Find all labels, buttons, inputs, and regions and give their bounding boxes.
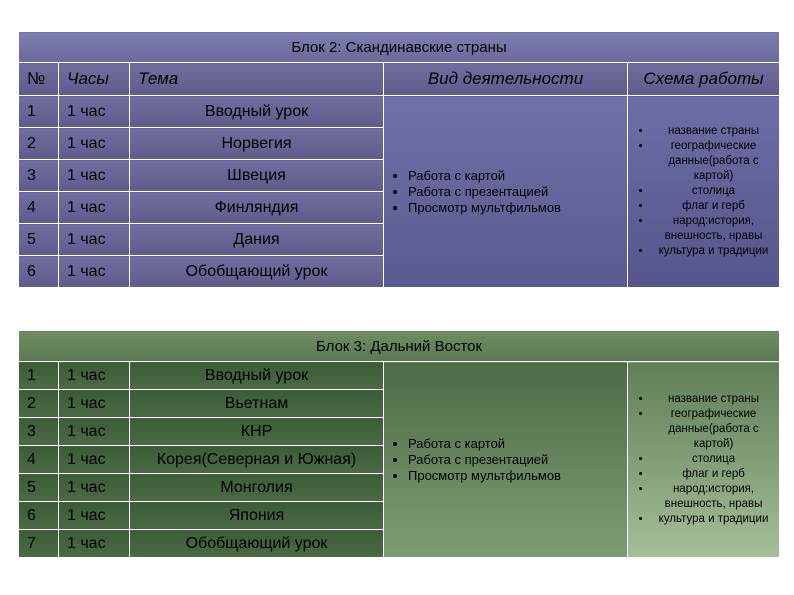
row-hours: 1 час xyxy=(59,502,130,530)
list-item: • столица xyxy=(652,452,775,467)
row-num: 5 xyxy=(19,474,59,502)
row-num: 6 xyxy=(19,502,59,530)
row-num: 1 xyxy=(19,96,59,128)
row-topic: Вводный урок xyxy=(130,362,384,390)
list-item: • флаг и герб xyxy=(652,467,775,482)
row-hours: 1 час xyxy=(59,224,130,256)
row-topic: Вводный урок xyxy=(130,96,384,128)
row-topic: Монголия xyxy=(130,474,384,502)
list-item: • Просмотр мультфильмов xyxy=(408,468,623,484)
row-topic: Япония xyxy=(130,502,384,530)
header-topic: Тема xyxy=(130,63,384,96)
list-item: • Работа с презентацией xyxy=(408,184,623,200)
row-hours: 1 час xyxy=(59,256,130,288)
row-num: 2 xyxy=(19,128,59,160)
list-item: • Работа с картой xyxy=(408,168,623,184)
row-hours: 1 час xyxy=(59,160,130,192)
row-topic: Вьетнам xyxy=(130,390,384,418)
row-topic: Финляндия xyxy=(130,192,384,224)
row-num: 3 xyxy=(19,418,59,446)
list-item: • культура и традиции xyxy=(652,244,775,259)
row-num: 4 xyxy=(19,446,59,474)
block2-scheme-list xyxy=(634,124,775,259)
table-row xyxy=(19,362,780,390)
row-topic: Швеция xyxy=(130,160,384,192)
row-topic: Норвегия xyxy=(130,128,384,160)
row-topic: Обобщающий урок xyxy=(130,256,384,288)
header-scheme: Схема работы xyxy=(628,63,780,96)
block2-activity-list xyxy=(390,168,623,216)
row-num: 1 xyxy=(19,362,59,390)
row-hours: 1 час xyxy=(59,474,130,502)
list-item: • народ:история, внешность, нравы xyxy=(652,482,775,512)
block2-title: Блок 2: Скандинавские страны xyxy=(19,32,780,63)
row-hours: 1 час xyxy=(59,390,130,418)
header-num: № xyxy=(19,63,59,96)
row-hours: 1 час xyxy=(59,96,130,128)
block3-activity-list xyxy=(390,436,623,484)
list-item: • флаг и герб xyxy=(652,199,775,214)
block3-scheme-cell xyxy=(628,362,780,558)
list-item: • географические данные(работа с картой) xyxy=(652,407,775,452)
list-item: • культура и традиции xyxy=(652,512,775,527)
row-topic: КНР xyxy=(130,418,384,446)
block3-scheme-list xyxy=(634,392,775,527)
table-row xyxy=(19,96,780,128)
row-num: 2 xyxy=(19,390,59,418)
row-hours: 1 час xyxy=(59,362,130,390)
row-num: 5 xyxy=(19,224,59,256)
row-hours: 1 час xyxy=(59,192,130,224)
block3-table xyxy=(18,330,780,558)
row-num: 6 xyxy=(19,256,59,288)
list-item: • географические данные(работа с картой) xyxy=(652,139,775,184)
block2-table xyxy=(18,31,780,288)
row-hours: 1 час xyxy=(59,530,130,558)
list-item: • Работа с презентацией xyxy=(408,452,623,468)
block2-activity-cell xyxy=(384,96,628,288)
row-hours: 1 час xyxy=(59,418,130,446)
block3-activity-cell xyxy=(384,362,628,558)
header-activity: Вид деятельности xyxy=(384,63,628,96)
row-num: 7 xyxy=(19,530,59,558)
block3-title: Блок 3: Дальний Восток xyxy=(19,331,780,362)
row-hours: 1 час xyxy=(59,128,130,160)
list-item: • столица xyxy=(652,184,775,199)
row-hours: 1 час xyxy=(59,446,130,474)
row-topic: Дания xyxy=(130,224,384,256)
list-item: • Работа с картой xyxy=(408,436,623,452)
row-num: 3 xyxy=(19,160,59,192)
row-topic: Обобщающий урок xyxy=(130,530,384,558)
block2-header-row xyxy=(19,63,780,96)
list-item: • Просмотр мультфильмов xyxy=(408,200,623,216)
row-topic: Корея(Северная и Южная) xyxy=(130,446,384,474)
list-item: • название страны xyxy=(652,392,775,407)
list-item: • народ:история, внешность, нравы xyxy=(652,214,775,244)
block2-scheme-cell xyxy=(628,96,780,288)
header-hours: Часы xyxy=(59,63,130,96)
row-num: 4 xyxy=(19,192,59,224)
list-item: • название страны xyxy=(652,124,775,139)
